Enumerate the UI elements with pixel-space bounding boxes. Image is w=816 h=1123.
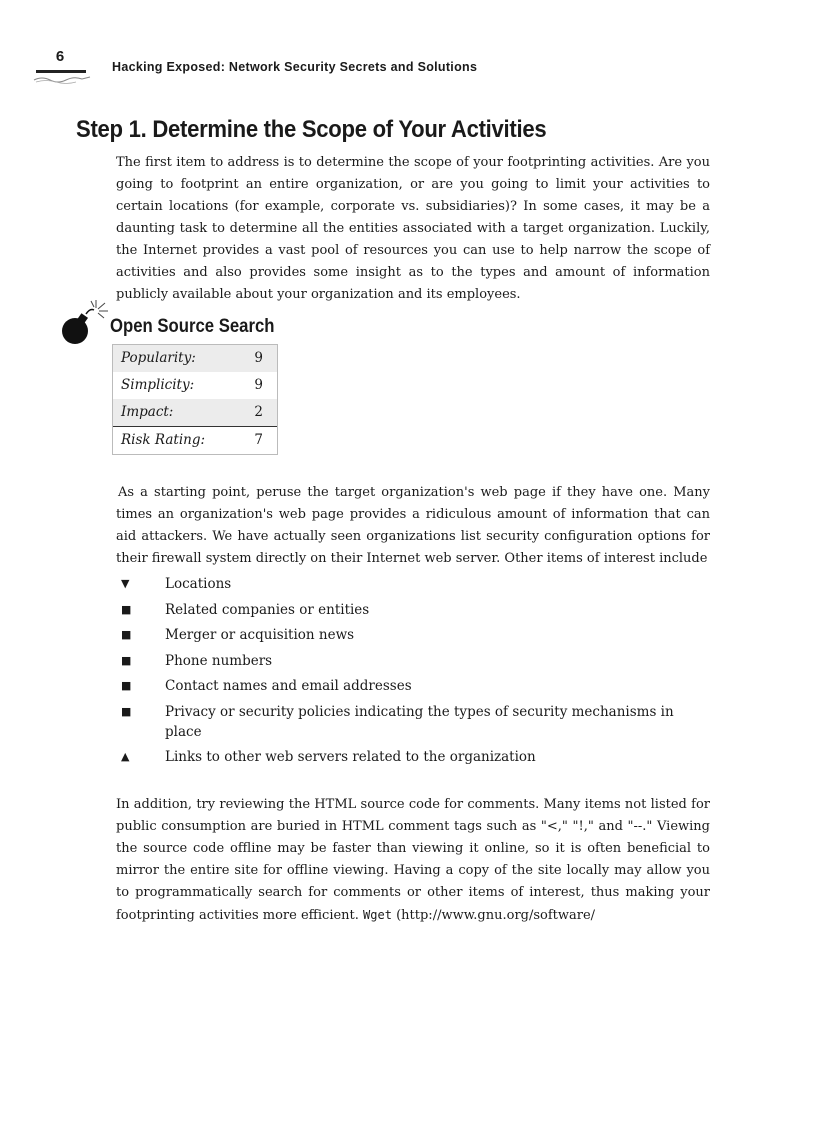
list-item-text: Privacy or security policies indicating the types of security mechanisms in place bbox=[165, 703, 674, 740]
list-item bbox=[120, 651, 680, 671]
rating-value: 9 bbox=[254, 377, 263, 393]
bomb-icon bbox=[58, 298, 110, 350]
rating-value: 7 bbox=[254, 432, 263, 448]
code-wget: Wget bbox=[363, 908, 392, 922]
rating-value: 9 bbox=[254, 350, 263, 366]
list-item bbox=[120, 702, 680, 742]
page-header bbox=[30, 40, 790, 100]
rating-row-simplicity bbox=[113, 372, 277, 399]
list-item bbox=[120, 747, 680, 767]
triangle-up-icon: ▲ bbox=[121, 750, 130, 763]
rating-label: Simplicity: bbox=[121, 377, 195, 393]
page-number-rule bbox=[36, 70, 86, 73]
list-item-text: Contact names and email addresses bbox=[165, 678, 412, 694]
running-head: Hacking Exposed: Network Security Secrets and Solutions bbox=[112, 60, 478, 74]
list-item bbox=[120, 574, 680, 594]
body-closing bbox=[116, 794, 710, 927]
section-title: Step 1. Determine the Scope of Your Activities bbox=[76, 116, 547, 143]
list-item-text: Links to other web servers related to the organization bbox=[165, 749, 536, 765]
section-paragraph: The first item to address is to determine the scope of your footprinting activities. Are you going to footprint an entire organization, or are you going to limit your activities to certain locations (for example, corporate vs. subsidiaries)? In some cases, it may be a daunting task to determine all the entities associated with a target organization. Luckily, the Internet provides a vast pool of resources you can use to help narrow the scope of activities and also provides some insight as to the types and amount of information publicly available about your organization and its employees. bbox=[116, 155, 710, 302]
list-item-text: Locations bbox=[165, 576, 232, 592]
list-item bbox=[120, 625, 680, 645]
rating-label: Risk Rating: bbox=[121, 432, 206, 448]
closing-text: In addition, try reviewing the HTML source code for comments. Many items not listed for public consumption are buried in HTML comment tags such as "<," "!," and "--." Viewing the source code offline may be faster than viewing it online, so it is often beneficial to mirror the entire site for offline viewing. Having a copy of the site locally may allow you to programmatically search for comments or other items of interest, thus making your footprinting activities more efficient. bbox=[116, 797, 710, 923]
list-item-text: Phone numbers bbox=[165, 652, 273, 669]
rating-label: Impact: bbox=[121, 404, 174, 420]
square-bullet-icon: ■ bbox=[121, 628, 132, 641]
rating-row-popularity bbox=[113, 345, 277, 372]
rating-row-impact bbox=[113, 399, 277, 426]
square-bullet-icon: ■ bbox=[121, 653, 132, 667]
list-item-text: Merger or acquisition news bbox=[165, 627, 355, 643]
page-number: 6 bbox=[55, 48, 65, 65]
list-item bbox=[120, 676, 680, 696]
closing-link: (http://www.gnu.org/software/ bbox=[396, 908, 596, 923]
items-of-interest-list bbox=[120, 574, 680, 773]
list-item-text: Related companies or entities bbox=[165, 601, 370, 618]
square-bullet-icon: ■ bbox=[121, 704, 132, 718]
square-bullet-icon: ■ bbox=[121, 679, 132, 692]
square-bullet-icon: ■ bbox=[121, 602, 132, 616]
risk-rating-table bbox=[112, 344, 278, 455]
attack-title: Open Source Search bbox=[110, 316, 275, 337]
rating-row-risk bbox=[113, 426, 277, 454]
rating-value: 2 bbox=[254, 404, 263, 420]
body-intro: As a starting point, peruse the target organization's web page if they have one. Many times an organization's web page provides a ridiculous amount of information that can aid attackers. We have actually seen organizations list security configuration options for their firewall system directly on their Internet web server. Other items of interest include bbox=[116, 485, 710, 566]
triangle-down-icon: ▼ bbox=[121, 577, 130, 590]
list-item bbox=[120, 600, 680, 620]
decorative-scribble bbox=[32, 74, 92, 84]
rating-label: Popularity: bbox=[121, 350, 196, 366]
